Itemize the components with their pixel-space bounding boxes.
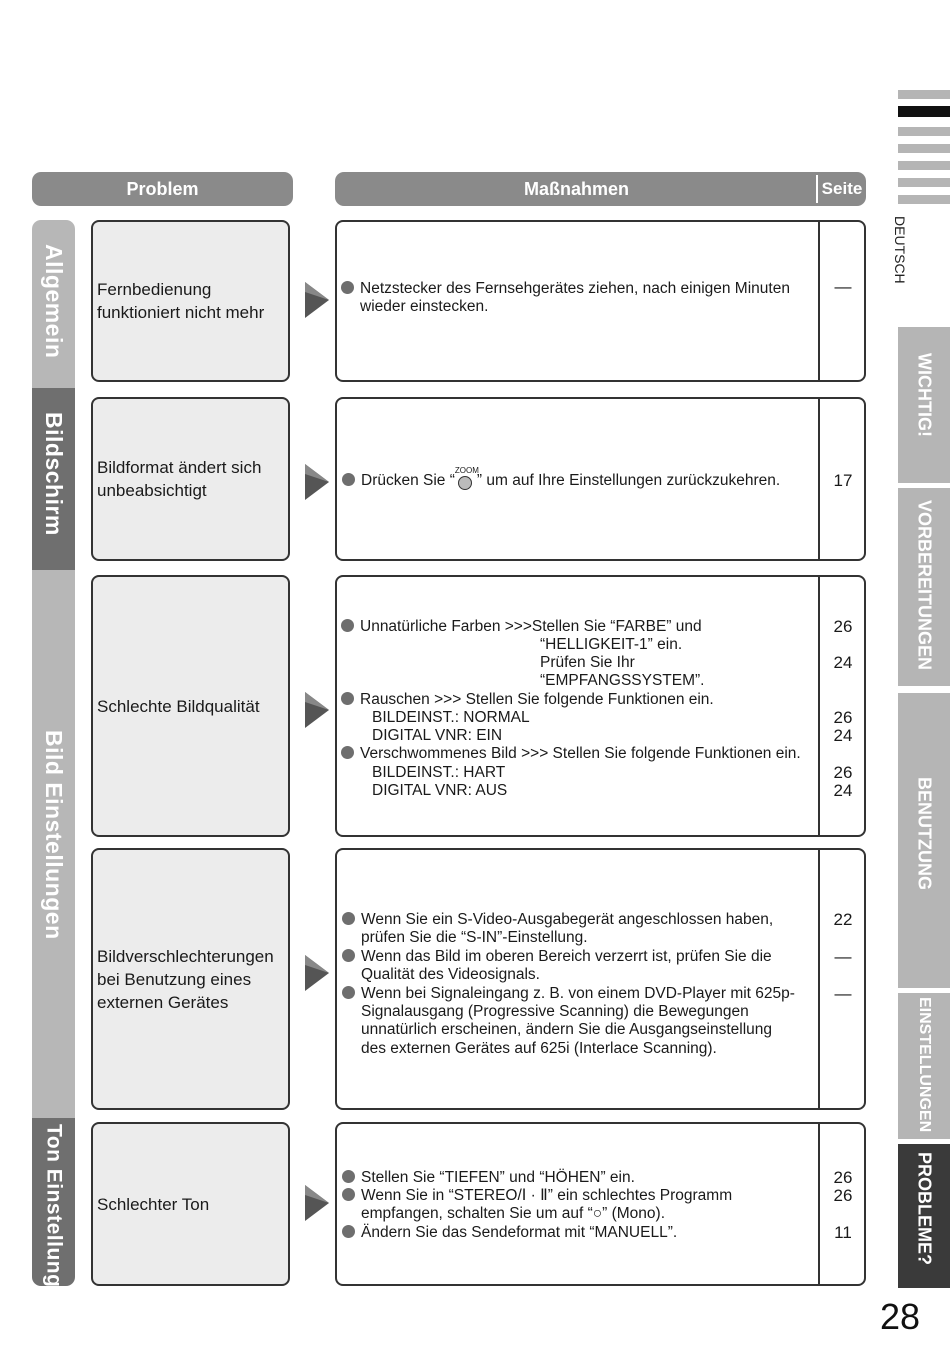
category-bildschirm [32, 388, 75, 570]
bullet-icon [342, 986, 355, 999]
problem-text: Bildverschlechterungen [97, 946, 274, 966]
decorative-stripe [898, 127, 950, 136]
action-line: Wenn bei Signaleingang z. B. von einem DVD-Player mit 625p- [342, 985, 795, 1003]
massnahmen-box [335, 220, 866, 382]
problem-text: Fernbedienung [97, 280, 212, 299]
action-line: unnatürlich erscheinen, ändern Sie die Ausgangseinstellung [361, 1021, 773, 1038]
category-label: Bildschirm [41, 412, 67, 536]
bullet-icon [342, 1225, 355, 1238]
problem-box [91, 220, 290, 382]
action-line: DIGITAL VNR: AUS [372, 782, 508, 799]
decorative-stripe [898, 195, 950, 204]
tab-probleme[interactable]: PROBLEME? [898, 1144, 950, 1288]
decorative-stripe [898, 106, 950, 117]
bullet-icon [341, 746, 354, 759]
action-line: Netzstecker des Fernsehgerätes ziehen, nach einigen Minuten [341, 280, 790, 298]
bullet-icon [342, 1170, 355, 1183]
tab-wichtig[interactable]: WICHTIG! [898, 327, 950, 483]
action-line: Prüfen Sie Ihr [540, 654, 635, 671]
decorative-stripe [898, 178, 950, 187]
action-line: “EMPFANGSSYSTEM”. [540, 672, 705, 689]
massnahmen-box [335, 1122, 866, 1286]
massnahmen-box [335, 575, 866, 837]
problem-text: funktioniert nicht mehr [97, 303, 265, 322]
action-line: prüfen Sie die “S-IN”-Einstellung. [361, 929, 588, 946]
category-ton-einstellungen [32, 1118, 75, 1313]
decorative-stripe [898, 90, 950, 99]
page-ref: — [834, 277, 852, 296]
action-line: DIGITAL VNR: EIN [372, 727, 503, 744]
problem-text: Bildformat ändert sich [97, 458, 262, 477]
problem-text: Schlechter Ton [97, 1194, 210, 1214]
decorative-stripe [898, 144, 950, 153]
zoom-button-icon: ZOOM [455, 472, 477, 490]
seite-header-label: Seite [821, 179, 863, 198]
page-ref: — [834, 984, 852, 1003]
tab-einstellungen[interactable]: EINSTELLUNGEN [898, 993, 950, 1139]
bullet-icon [342, 912, 355, 925]
bullet-icon [341, 281, 354, 294]
problem-box [91, 397, 290, 561]
category-label: Ton Einstellungen [42, 1124, 66, 1313]
problem-box [91, 848, 290, 1110]
bullet-icon [342, 949, 355, 962]
page-column-divider [818, 850, 820, 1108]
tab-vorbereitungen[interactable]: VORBEREITUNGEN [898, 488, 950, 686]
action-line: Drücken Sie “ ZOOM ” um auf Ihre Einstellungen zurückzukehren. [342, 472, 780, 490]
page-column-divider [818, 222, 820, 380]
action-line: Wenn Sie ein S-Video-Ausgabegerät angeschlossen haben, [342, 911, 773, 929]
page-ref: 26 [833, 617, 853, 636]
action-line: Stellen Sie “TIEFEN” und “HÖHEN” ein. [342, 1169, 635, 1187]
category-allgemein [32, 220, 75, 388]
bullet-icon [342, 1188, 355, 1201]
action-line: Signalausgang (Progressive Scanning) die Bewegungen [361, 1003, 749, 1020]
decorative-stripe [898, 161, 950, 170]
problem-text: bei Benutzung eines [97, 969, 252, 989]
arrow-right-icon [303, 280, 331, 320]
action-line: BILDEINST.: NORMAL [372, 709, 530, 726]
page-ref: 24 [833, 726, 853, 745]
problem-column-header: Problem [32, 172, 293, 206]
page-ref: 26 [833, 1168, 853, 1187]
arrow-right-icon [303, 1183, 331, 1223]
page-ref: 26 [833, 708, 853, 727]
page-ref: 26 [833, 1186, 853, 1205]
page-ref: 11 [834, 1223, 852, 1242]
page-ref: 24 [833, 653, 853, 672]
massnahmen-box [335, 848, 866, 1110]
action-line: Wenn Sie in “STEREO/Ⅰ · Ⅱ” ein schlechtes Programm [342, 1187, 732, 1205]
arrow-right-icon [303, 690, 331, 730]
arrow-right-icon [303, 953, 331, 993]
problem-box [91, 575, 290, 837]
category-label: Bild Einstellungen [41, 730, 67, 940]
massnahmen-header-label: Maßnahmen [523, 179, 629, 199]
page-ref: 22 [833, 910, 853, 929]
action-line: Ändern Sie das Sendeformat mit “MANUELL”. [342, 1224, 677, 1242]
problem-text: Schlechte Bildqualität [97, 696, 260, 716]
action-line: Wenn das Bild im oberen Bereich verzerrt ist, prüfen Sie die [342, 948, 772, 966]
action-line: Verschwommenes Bild >>> Stellen Sie folgende Funktionen ein. [341, 745, 801, 763]
problem-box [91, 1122, 290, 1286]
problem-text: externen Gerätes [97, 992, 229, 1012]
action-line: “HELLIGKEIT-1” ein. [540, 636, 683, 653]
bullet-icon [342, 473, 355, 486]
arrow-right-icon [303, 462, 331, 502]
action-line: wieder einstecken. [360, 298, 489, 315]
language-label: DEUTSCH [892, 216, 908, 284]
bullet-icon [341, 692, 354, 705]
page-ref: 17 [833, 471, 853, 490]
page-ref: 24 [833, 781, 853, 800]
massnahmen-column-header [335, 172, 866, 206]
action-line: empfangen, schalten Sie um auf “○” (Mono). [361, 1205, 666, 1222]
tab-benutzung[interactable]: BENUTZUNG [898, 693, 950, 988]
page-ref: 26 [833, 763, 853, 782]
category-label: Allgemein [41, 244, 67, 359]
category-bild-einstellungen [32, 570, 75, 1118]
massnahmen-box [335, 397, 866, 561]
action-line: Unnatürliche Farben >>>Stellen Sie “FARBE” und [341, 618, 702, 636]
action-line: Rauschen >>> Stellen Sie folgende Funktionen ein. [341, 691, 714, 709]
page-ref: — [834, 947, 852, 966]
action-line: BILDEINST.: HART [372, 764, 506, 781]
problem-text: unbeabsichtigt [97, 481, 207, 500]
action-line: Qualität des Videosignals. [361, 966, 540, 983]
bullet-icon [341, 619, 354, 632]
action-line: des externen Gerätes auf 625i (Interlace Scanning). [361, 1040, 717, 1057]
page-number: 28 [879, 1296, 921, 1337]
